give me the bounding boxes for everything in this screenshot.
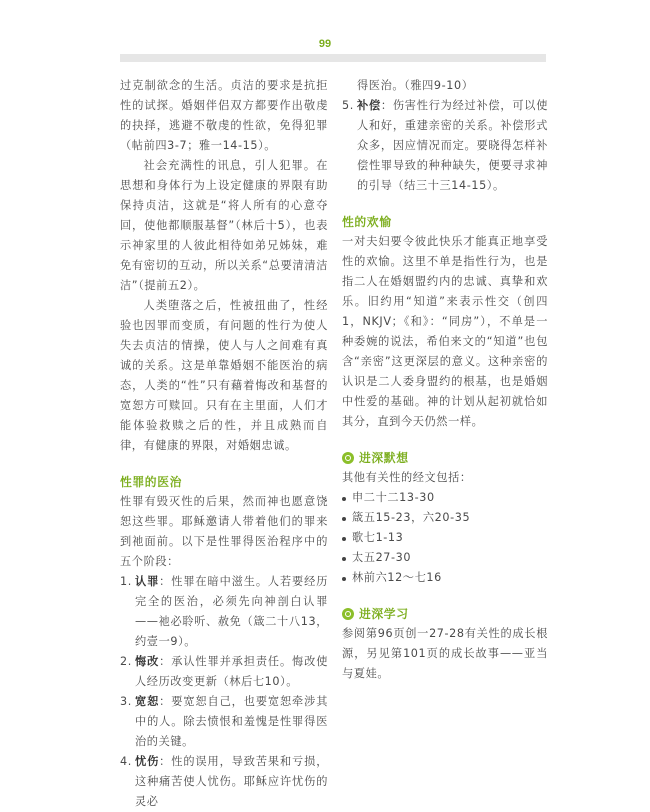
step-continuation: 得医治。（雅四9-10） xyxy=(357,79,474,92)
step-term: 忧伤 xyxy=(135,755,160,768)
scripture-reference: 箴五15-23，六20-35 xyxy=(342,508,548,528)
study-paragraph: 参阅第96页创一27-28有关性的成长根源，另见第101页的成长故事——亚当与夏娃。 xyxy=(342,627,548,680)
section-title-joy: 性的欢愉 xyxy=(342,215,392,229)
right-column xyxy=(342,76,548,684)
step-term: 认罪 xyxy=(135,575,160,588)
scripture-reference: 歌七1-13 xyxy=(342,528,548,548)
healing-step: 3. 宽恕：要宽恕自己，也要宽恕牵涉其中的人。除去愤恨和羞愧是性罪得医治的关键。 xyxy=(120,695,329,748)
left-column xyxy=(120,76,328,812)
step-term: 宽恕 xyxy=(135,695,160,708)
healing-steps-list xyxy=(120,572,328,812)
header-bar xyxy=(120,54,546,62)
section-title-healing: 性罪的医治 xyxy=(120,475,182,489)
target-circle-icon xyxy=(342,452,354,464)
meditation-intro: 其他有关性的经文包括： xyxy=(342,471,472,484)
healing-step: 5. 补偿：伤害性行为经过补偿，可以使人和好，重建亲密的关系。补偿形式众多，因应情况而定。要晓得怎样补偿性罪导致的种种缺失，便要寻求神的引导（结三十三14-15）。 xyxy=(342,99,549,192)
healing-step: 2. 悔改：承认性罪并承担责任。悔改使人经历改变更新（林后七10）。 xyxy=(120,655,329,688)
step-term: 补偿 xyxy=(357,99,381,112)
paragraph-boundaries: 社会充满性的讯息，引人犯罪。在思想和身体行为上设定健康的界限有助保持贞洁，这就是“将人所有的心意夺回，使他都顺服基督”（林后十5），也表示神家里的人彼此相待如弟兄姊妹，难免有密切的互动，所以关系“总要清清洁洁”（提前五2）。 xyxy=(120,159,328,292)
scripture-reference-list xyxy=(342,488,548,588)
healing-step: 4. 忧伤：性的误用，导致苦果和亏损，这种痛苦使人忧伤。耶稣应许忧伤的灵必 xyxy=(120,755,329,808)
scripture-reference: 太五27-30 xyxy=(342,548,548,568)
paragraph-fall: 人类堕落之后，性被扭曲了，性经验也因罪而变质，有问题的性行为使人失去贞洁的情操，使人与人之间难有真诚的关系。这是单靠婚姻不能医治的病态，人类的“性”只有藉着悔改和基督的宽恕方可赎回。只有在主里面，人们才能体验救赎之后的性，并且成熟而自律，有健康的界限，对婚姻忠诚。 xyxy=(120,299,328,452)
step-term: 悔改 xyxy=(135,655,160,668)
target-circle-icon xyxy=(342,608,354,620)
healing-steps-list-continued xyxy=(342,96,548,196)
healing-intro: 性罪有毁灭性的后果，然而神也愿意饶恕这些罪。耶稣邀请人带着他们的罪来到祂面前。以下是性罪得医治程序中的五个阶段： xyxy=(120,495,328,568)
page-number: 99 xyxy=(318,38,332,50)
section-title-meditation: 进深默想 xyxy=(342,448,548,468)
section-title-study: 进深学习 xyxy=(342,604,548,624)
scripture-reference: 林前六12～七16 xyxy=(342,568,548,588)
scripture-reference: 申二十二13-30 xyxy=(342,488,548,508)
paragraph-chastity: 过克制欲念的生活。贞洁的要求是抗拒性的试探。婚姻伴侣双方都要作出敬虔的抉择，逃避不敬虔的性欲，免得犯罪（帖前四3-7；雅一14-15）。 xyxy=(120,79,328,152)
healing-step: 1. 认罪：性罪在暗中滋生。人若要经历完全的医治，必须先向神剖白认罪——祂必聆听、赦免（箴二十八13，约壹一9）。 xyxy=(120,575,329,648)
joy-paragraph: 一对夫妇要令彼此快乐才能真正地享受性的欢愉。这里不单是指性行为，也是指二人在婚姻盟约内的忠诚、真挚和欢乐。旧约用“知道”来表示性交（创四1，NKJV；《和》：“同房”），不单是一种委婉的说法，希伯来文的“知道”也包含“亲密”这更深层的意义。这种亲密的认识是二人委身盟约的根基，也是婚姻中性爱的基础。神的计划从起初就恰如其分，直到今天仍然一样。 xyxy=(342,235,548,428)
